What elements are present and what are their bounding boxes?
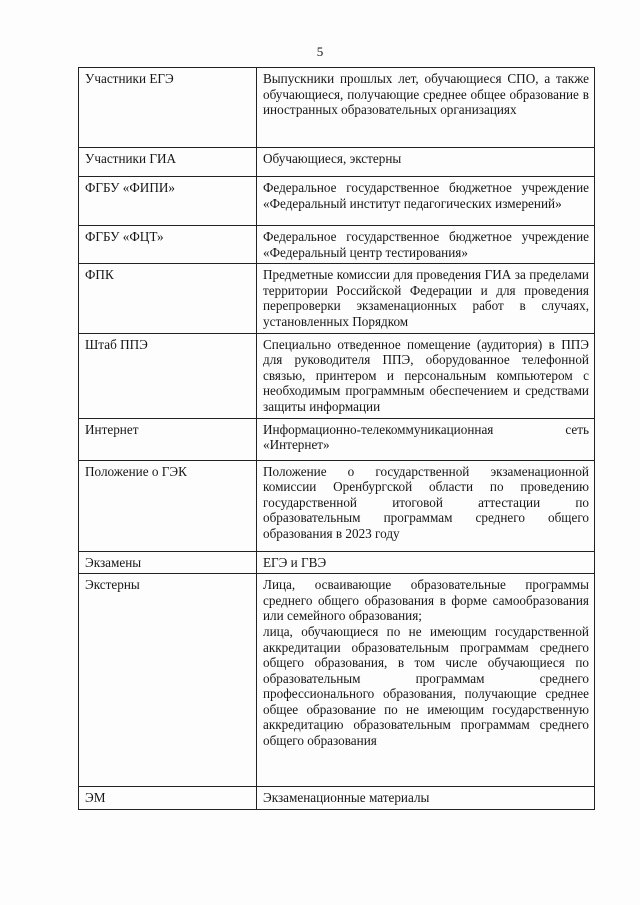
table-row: [79, 551, 595, 574]
term-cell: Экстерны: [79, 574, 257, 787]
term-cell: ЭМ: [79, 787, 257, 810]
term-cell: Положение о ГЭК: [79, 460, 257, 551]
definition-text: Положение о государственной экзаменационной комиссии Оренбургской области по проведению государственной итоговой аттестации по образовательным программам среднего общего образования в 2023 году: [263, 463, 589, 541]
term-cell: ФГБУ «ФИПИ»: [79, 177, 257, 226]
table-row: [79, 68, 595, 148]
table-row: [79, 226, 595, 264]
abbreviations-table: [78, 67, 595, 810]
term-cell: ФПК: [79, 264, 257, 333]
term-cell: Интернет: [79, 418, 257, 460]
definition-text: Экзаменационные материалы: [263, 790, 430, 806]
definition-text: Предметные комиссии для проведения ГИА за пределами территории Российской Федерации и для проведения перепроверки экзаменационных работ в случаях, установленных Порядком: [263, 267, 589, 329]
definition-cell: [257, 551, 595, 574]
term-cell: Участники ЕГЭ: [79, 68, 257, 148]
definition-cell: [257, 418, 595, 460]
definition-cell: [257, 148, 595, 177]
table-row: [79, 177, 595, 226]
definition-cell: [257, 574, 595, 787]
definition-cell: [257, 460, 595, 551]
definition-text: Выпускники прошлых лет, обучающиеся СПО, а также обучающиеся, получающие среднее общее образование в иностранных образовательных организациях: [263, 71, 589, 118]
term-cell: Экзамены: [79, 551, 257, 574]
definition-cell: [257, 226, 595, 264]
definition-cell: [257, 264, 595, 333]
table-row: [79, 787, 595, 810]
definition-cell: [257, 177, 595, 226]
table-row: [79, 574, 595, 787]
term-cell: Участники ГИА: [79, 148, 257, 177]
definition-text: Лица, осваивающие образовательные программы среднего общего образования в форме самообразования или семейного образования;: [263, 577, 589, 624]
definition-text: Специально отведенное помещение (аудитория) в ППЭ для руководителя ППЭ, оборудованное телефонной связью, принтером и персональным компьютером с необходимым программным обеспечением и средствами защиты информации: [263, 336, 589, 414]
table-row: [79, 333, 595, 418]
term-cell: Штаб ППЭ: [79, 333, 257, 418]
table-row: [79, 460, 595, 551]
page-number: 5: [316, 44, 324, 59]
definition-cell: [257, 68, 595, 148]
table-row: [79, 264, 595, 333]
definition-text: ЕГЭ и ГВЭ: [263, 554, 327, 570]
definition-text: Информационно-телекоммуникационная сеть «Интернет»: [263, 421, 589, 453]
table-row: [79, 148, 595, 177]
definition-cell: [257, 333, 595, 418]
definition-text: Обучающиеся, экстерны: [263, 151, 402, 166]
definition-cell: [257, 787, 595, 810]
term-cell: ФГБУ «ФЦТ»: [79, 226, 257, 264]
table-row: [79, 418, 595, 460]
definition-text: лица, обучающиеся по не имеющим государственной аккредитации образовательным программам среднего общего образования, в том числе обучающиеся по образовательным программам среднего профессионального образования, получающие среднее общее образование по не имеющим государственную аккредитацию образовательным программам среднего общего образования: [263, 623, 589, 749]
definition-text: Федеральное государственное бюджетное учреждение «Федеральный центр тестирования»: [263, 229, 589, 260]
definition-text: Федеральное государственное бюджетное учреждение «Федеральный институт педагогических измерений»: [263, 180, 589, 211]
